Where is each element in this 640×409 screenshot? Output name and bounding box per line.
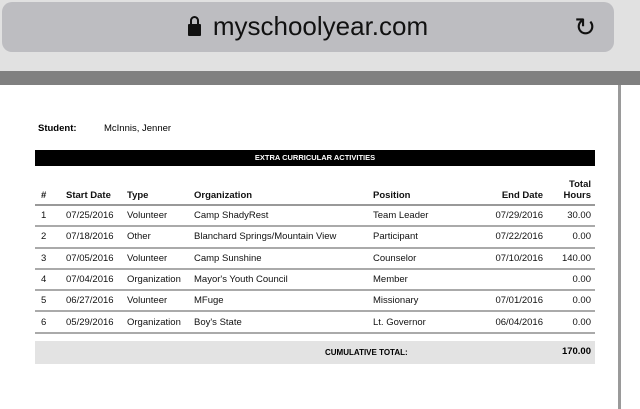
type: Volunteer (121, 248, 188, 269)
organization: Camp Sunshine (188, 248, 367, 269)
start-date: 07/25/2016 (60, 205, 121, 226)
student-label: Student: (38, 123, 77, 134)
total-hours: 0.00 (547, 269, 595, 290)
activities-table (35, 172, 595, 334)
cumulative-total-row (35, 341, 595, 364)
organization: Boy's State (188, 311, 367, 332)
position: Lt. Governor (367, 311, 462, 332)
row-number: 6 (35, 311, 60, 332)
col-position: Position (367, 172, 462, 205)
col-end-date: End Date (462, 172, 547, 205)
total-hours: 140.00 (547, 248, 595, 269)
table-row (35, 290, 595, 311)
end-date: 07/22/2016 (462, 226, 547, 247)
position: Participant (367, 226, 462, 247)
start-date: 05/29/2016 (60, 311, 121, 332)
organization: Blanchard Springs/Mountain View (188, 226, 367, 247)
table-row (35, 311, 595, 332)
organization: Mayor's Youth Council (188, 269, 367, 290)
toolbar-divider (0, 71, 640, 85)
row-number: 1 (35, 205, 60, 226)
row-number: 5 (35, 290, 60, 311)
type: Volunteer (121, 205, 188, 226)
end-date: 07/10/2016 (462, 248, 547, 269)
type: Organization (121, 269, 188, 290)
start-date: 07/05/2016 (60, 248, 121, 269)
browser-toolbar (0, 0, 640, 71)
end-date (462, 269, 547, 290)
position: Member (367, 269, 462, 290)
total-hours: 30.00 (547, 205, 595, 226)
table-header (35, 172, 595, 205)
cumulative-total-label: CUMULATIVE TOTAL: (325, 348, 408, 357)
position: Team Leader (367, 205, 462, 226)
organization: Camp ShadyRest (188, 205, 367, 226)
type: Other (121, 226, 188, 247)
section-title: EXTRA CURRICULAR ACTIVITIES (35, 150, 595, 166)
end-date: 07/29/2016 (462, 205, 547, 226)
col-start-date: Start Date (60, 172, 121, 205)
total-hours: 0.00 (547, 226, 595, 247)
organization: MFuge (188, 290, 367, 311)
student-name: McInnis, Jenner (104, 123, 172, 134)
row-number: 4 (35, 269, 60, 290)
row-number: 2 (35, 226, 60, 247)
type: Volunteer (121, 290, 188, 311)
address-bar[interactable] (2, 2, 614, 52)
end-date: 06/04/2016 (462, 311, 547, 332)
start-date: 07/04/2016 (60, 269, 121, 290)
student-info (38, 123, 171, 134)
col-type: Type (121, 172, 188, 205)
table-row (35, 248, 595, 269)
table-row (35, 269, 595, 290)
row-number: 3 (35, 248, 60, 269)
col-organization: Organization (188, 172, 367, 205)
col-number: # (35, 172, 60, 205)
start-date: 07/18/2016 (60, 226, 121, 247)
page-edge (618, 85, 640, 409)
start-date: 06/27/2016 (60, 290, 121, 311)
table-row (35, 226, 595, 247)
position: Missionary (367, 290, 462, 311)
url-text[interactable]: myschoolyear.com (212, 11, 429, 41)
type: Organization (121, 311, 188, 332)
position: Counselor (367, 248, 462, 269)
total-hours: 0.00 (547, 290, 595, 311)
lock-icon (188, 24, 201, 36)
end-date: 07/01/2016 (462, 290, 547, 311)
reload-icon[interactable]: ↻ (574, 12, 596, 42)
table-row (35, 205, 595, 226)
col-total-hours: Total Hours (547, 172, 595, 205)
cumulative-total-value: 170.00 (561, 346, 591, 357)
total-hours: 0.00 (547, 311, 595, 332)
